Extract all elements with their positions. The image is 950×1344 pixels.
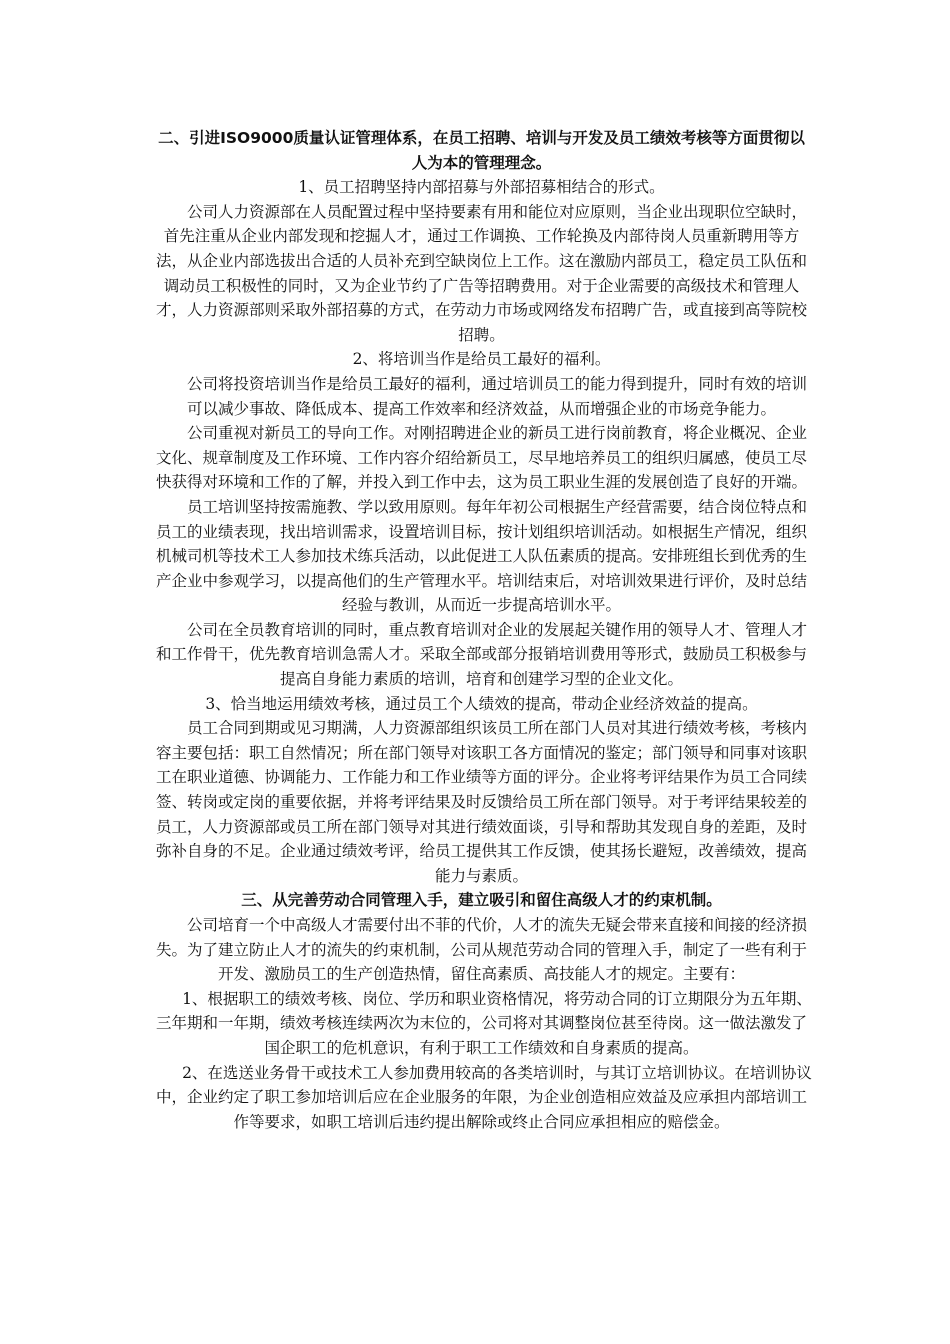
paragraph-training-benefit: 公司将投资培训当作是给员工最好的福利，通过培训员工的能力得到提升，同时有效的培训可以减少事故、降低成本、提高工作效率和经济效益，从而增强企业的市场竞争能力。: [186, 374, 807, 418]
subheading-training: 2、将培训当作是给员工最好的福利。: [352, 350, 611, 369]
list-item-training-agreement: 2、在选送业务骨干或技术工人参加费用较高的各类培训时，与其订立培训协议。在培训协议中，企业约定了职工参加培训后应在企业服务的年限，为企业创造相应效益及应承担内部培训工作等要求，如职工培训后违约提出解除或终止合同应承担相应的赔偿金。: [155, 1063, 812, 1131]
section-heading-3: 三、从完善劳动合同管理入手，建立吸引和留住高级人才的约束机制。: [241, 891, 722, 910]
paragraph-performance-review: 员工合同到期或见习期满，人力资源部组织该员工所在部门人员对其进行绩效考核，考核内容主要包括：职工自然情况；所在部门领导对该职工各方面情况的鉴定；部门领导和同事对该职工在职业道德、协调能力、工作能力和工作业绩等方面的评分。企业将考评结果作为员工合同续签、转岗或定岗的重要依据，并将考评结果及时反馈给员工所在部门领导。对于考评结果较差的员工，人力资源部或员工所在部门领导对其进行绩效面谈，引导和帮助其发现自身的差距，及时弥补自身的不足。企业通过绩效考评，给员工提供其工作反馈，使其扬长避短，改善绩效，提高能力与素质。: [155, 719, 807, 885]
section-heading-2: 二、引进ISO9000质量认证管理体系，在员工招聘、培训与开发及员工绩效考核等方面贯彻以人为本的管理理念。: [158, 129, 805, 172]
subheading-recruitment: 1、员工招聘坚持内部招募与外部招募相结合的形式。: [298, 178, 665, 197]
paragraph-training-principle: 员工培训坚持按需施教、学以致用原则。每年年初公司根据生产经营需要，结合岗位特点和员工的业绩表现，找出培训需求，设置培训目标，按计划组织培训活动。如根据生产情况，组织机械司机等技术工人参加技术练兵活动，以此促进工人队伍素质的提高。安排班组长到优秀的生产企业中参观学习，以提高他们的生产管理水平。培训结束后，对培训效果进行评价，及时总结经验与教训，从而近一步提高培训水平。: [155, 497, 807, 615]
paragraph-new-employee-orientation: 公司重视对新员工的导向工作。对刚招聘进企业的新员工进行岗前教育，将企业概况、企业文化、规章制度及工作环境、工作内容介绍给新员工，尽早地培养员工的组织归属感，使员工尽快获得对环境和工作的了解，并投入到工作中去，这为员工职业生涯的发展创造了良好的开端。: [155, 424, 807, 492]
list-item-contract-term: 1、根据职工的绩效考核、岗位、学历和职业资格情况，将劳动合同的订立期限分为五年期、三年期和一年期，绩效考核连续两次为末位的，公司将对其调整岗位甚至待岗。这一做法激发了国企职工的危机意识，有利于职工工作绩效和自身素质的提高。: [155, 989, 812, 1057]
paragraph-talent-retention: 公司培育一个中高级人才需要付出不菲的代价，人才的流失无疑会带来直接和间接的经济损失。为了建立防止人才的流失的约束机制，公司从规范劳动合同的管理入手，制定了一些有利于开发、激励员工的生产创造热情，留住高素质、高技能人才的规定。主要有：: [155, 916, 807, 984]
subheading-performance: 3、恰当地运用绩效考核，通过员工个人绩效的提高，带动企业经济效益的提高。: [205, 694, 758, 713]
paragraph-key-talent-training: 公司在全员教育培训的同时，重点教育培训对企业的发展起关键作用的领导人才、管理人才和工作骨干，优先教育培训急需人才。采取全部或部分报销培训费用等形式，鼓励员工积极参与提高自身能力素质的培训，培育和创建学习型的企业文化。: [155, 620, 807, 689]
paragraph-recruitment: 公司人力资源部在人员配置过程中坚持要素有用和能位对应原则，当企业出现职位空缺时，首先注重从企业内部发现和挖掘人才，通过工作调换、工作轮换及内部待岗人员重新聘用等方法，从企业内部选拔出合适的人员补充到空缺岗位上工作。这在激励内部员工，稳定员工队伍和调动员工积极性的同时，又为企业节约了广告等招聘费用。对于企业需要的高级技术和管理人才，人力资源部则采取外部招募的方式，在劳动力市场或网络发布招聘广告，或直接到高等院校招聘。: [155, 202, 807, 344]
